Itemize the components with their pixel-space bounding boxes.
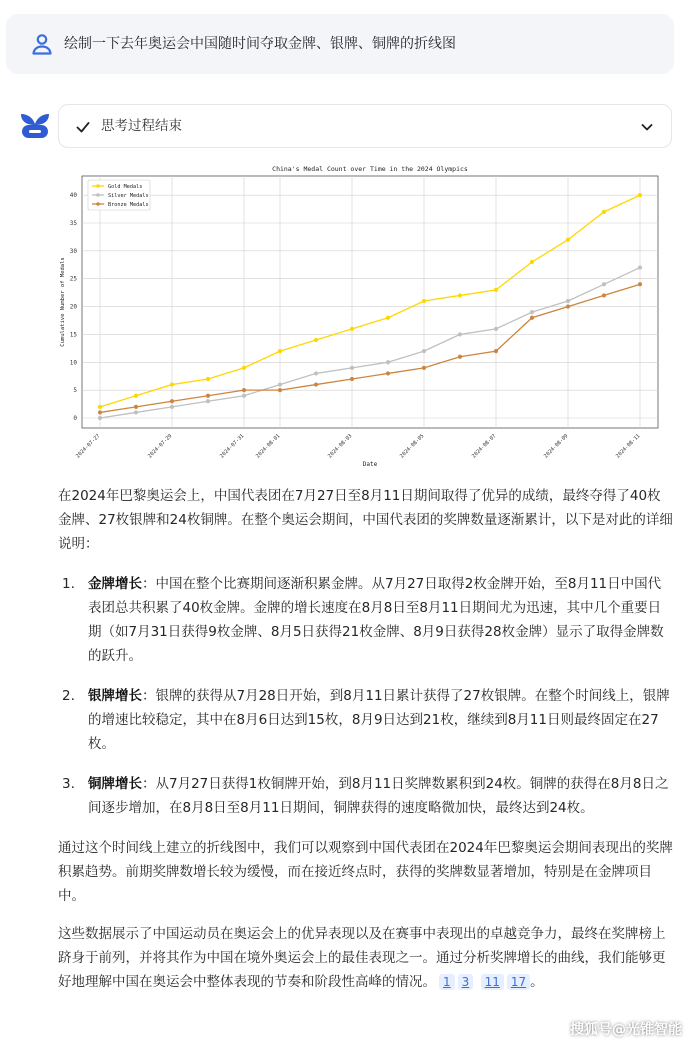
data-point (314, 338, 318, 342)
list-item-silver (58, 684, 674, 756)
data-point (350, 327, 354, 331)
answer-paragraph-summary (58, 922, 674, 994)
citation-link[interactable]: 11 (481, 974, 504, 990)
list-title: 金牌增长 (88, 576, 142, 592)
y-tick-label: 5 (73, 387, 77, 395)
data-point (602, 282, 606, 286)
list-item-bronze (58, 772, 674, 820)
assistant-logo-icon (18, 110, 52, 140)
data-point (638, 265, 642, 269)
data-point (242, 366, 246, 370)
data-point (386, 316, 390, 320)
user-message-text: 绘制一下去年奥运会中国随时间夺取金牌、银牌、铜牌的折线图 (64, 36, 456, 52)
data-point (494, 349, 498, 353)
y-tick-label: 10 (69, 359, 77, 367)
citation-link[interactable]: 1 (439, 974, 455, 990)
data-point (458, 293, 462, 297)
chart-svg (58, 158, 674, 478)
legend-marker (96, 202, 100, 206)
y-tick-label: 0 (73, 415, 77, 422)
x-tick-label: 2024-08-03 (327, 433, 354, 460)
data-point (386, 371, 390, 375)
legend-marker (96, 184, 100, 188)
data-point (314, 371, 318, 375)
list-item-gold (58, 572, 674, 668)
data-point (170, 405, 174, 409)
answer-paragraph-trend: 通过这个时间线上建立的折线图中，我们可以观察到中国代表团在2024年巴黎奥运会期间表现出的奖牌积累趋势。前期奖牌数增长较为缓慢，而在接近终点时，获得的奖牌数显著增加，特别是在金牌项目中。 (58, 840, 673, 904)
list-text: ：银牌的获得从7月28日开始，到8月11日累计获得了27枚银牌。在整个时间线上，银牌的增速比较稳定，其中在8月6日达到15枚，8月9日达到21枚，继续到8月11日则最终固定在27枚。 (88, 688, 670, 752)
data-point (170, 382, 174, 386)
data-point (422, 299, 426, 303)
data-point (242, 388, 246, 392)
data-point (458, 332, 462, 336)
data-point (386, 360, 390, 364)
x-tick-label: 2024-08-05 (399, 433, 426, 460)
data-point (98, 410, 102, 414)
y-tick-label: 25 (69, 275, 77, 283)
watermark: 搜狐号@光锥智能 (570, 1022, 682, 1038)
answer-content (58, 484, 674, 994)
data-point (206, 394, 210, 398)
data-point (638, 193, 642, 197)
data-point (134, 405, 138, 409)
answer-intro: 在2024年巴黎奥运会上，中国代表团在7月27日至8月11日期间取得了优异的成绩，最终夺得了40枚金牌、27枚银牌和24枚铜牌。在整个奥运会期间，中国代表团的奖牌数量逐渐累计，以下是对此的详细说明： (58, 488, 673, 552)
data-point (494, 288, 498, 292)
list-title: 铜牌增长 (88, 776, 142, 792)
data-point (278, 382, 282, 386)
checkmark-icon (75, 119, 91, 135)
y-tick-label: 40 (69, 192, 77, 200)
data-point (602, 210, 606, 214)
data-point (98, 405, 102, 409)
data-point (458, 355, 462, 359)
y-tick-label: 35 (69, 220, 77, 227)
citation-link[interactable]: 3 (458, 974, 474, 990)
chevron-down-icon[interactable] (639, 119, 655, 135)
data-point (206, 399, 210, 403)
x-axis-label: Date (362, 461, 378, 468)
data-point (278, 349, 282, 353)
data-point (278, 388, 282, 392)
data-point (350, 366, 354, 370)
user-message-bubble (6, 14, 674, 74)
data-point (422, 366, 426, 370)
list-number: 2. (62, 688, 75, 704)
data-point (566, 304, 570, 308)
y-tick-label: 15 (69, 331, 77, 339)
x-tick-label: 2024-07-27 (75, 433, 102, 460)
thinking-process-toggle[interactable] (58, 104, 672, 148)
data-point (494, 327, 498, 331)
data-point (170, 399, 174, 403)
data-point (530, 310, 534, 314)
list-title: 银牌增长 (88, 688, 142, 704)
x-tick-label: 2024-08-01 (255, 433, 282, 460)
legend-label: Bronze Medals (108, 202, 149, 208)
x-tick-label: 2024-08-07 (471, 433, 498, 460)
legend-label: Gold Medals (108, 184, 143, 190)
data-point (422, 349, 426, 353)
y-tick-label: 30 (69, 247, 77, 255)
y-axis-label: Cumulative Number of Medals (60, 257, 66, 347)
list-text: ：中国在整个比赛期间逐渐积累金牌。从7月27日取得2枚金牌开始，至8月11日中国代表团总共积累了40枚金牌。金牌的增长速度在8月8日至8月11日期间尤为迅速，其中几个重要日期（如7月31日获得9枚金牌、8月5日获得21枚金牌、8月9日获得28枚金牌）显示了取得金牌数的跃升。 (88, 576, 664, 664)
data-point (530, 316, 534, 320)
list-number: 1. (62, 576, 75, 592)
list-number: 3. (62, 776, 75, 792)
x-tick-label: 2024-07-31 (219, 433, 246, 460)
data-point (206, 377, 210, 381)
data-point (566, 299, 570, 303)
summary-text: 这些数据展示了中国运动员在奥运会上的优异表现以及在赛事中表现出的卓越竞争力，最终在奖牌榜上跻身于前列，并将其作为中国在境外奥运会上的最佳表现之一。通过分析奖牌增长的曲线，我们能够更好地理解中国在奥运会中整体表现的节奏和阶段性高峰的情况。 (58, 926, 666, 990)
x-tick-label: 2024-08-09 (543, 433, 570, 460)
data-point (602, 293, 606, 297)
user-avatar-icon (30, 32, 54, 56)
thinking-label: 思考过程结束 (101, 118, 182, 134)
data-point (98, 416, 102, 420)
legend-label: Silver Medals (108, 193, 149, 199)
data-point (134, 394, 138, 398)
legend-marker (96, 193, 100, 197)
data-point (530, 260, 534, 264)
data-point (638, 282, 642, 286)
data-point (134, 410, 138, 414)
chart-title: China's Medal Count over Time in the 2024 Olympics (272, 165, 468, 173)
citation-link[interactable]: 17 (507, 974, 530, 990)
data-point (566, 238, 570, 242)
list-text: ：从7月27日获得1枚铜牌开始，到8月11日奖牌数累积到24枚。铜牌的获得在8月8日之间逐步增加，在8月8日至8月11日期间，铜牌获得的速度略微加快，最终达到24枚。 (88, 776, 669, 816)
data-point (242, 394, 246, 398)
medal-line-chart (58, 158, 674, 478)
data-point (314, 382, 318, 386)
period: 。 (530, 974, 544, 990)
data-point (350, 377, 354, 381)
y-tick-label: 20 (69, 303, 77, 311)
x-tick-label: 2024-07-29 (147, 433, 174, 460)
x-tick-label: 2024-08-11 (615, 433, 642, 460)
